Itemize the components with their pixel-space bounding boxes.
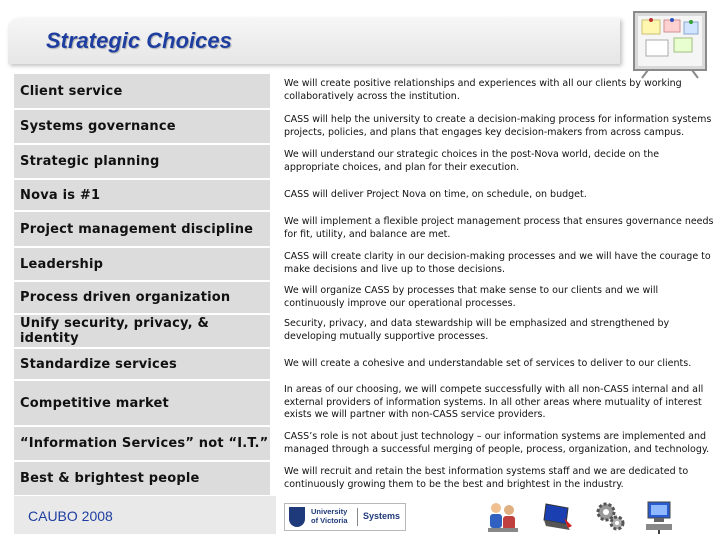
choice-description: We will organize CASS by processes that make sense to our clients and we will continuously improve our operational processes.: [270, 281, 716, 314]
laptop-icon: [540, 498, 574, 534]
choice-term: Nova is #1: [14, 179, 270, 211]
table-row: [14, 380, 716, 426]
choice-term: Project management discipline: [14, 211, 270, 247]
whiteboard-icon: [628, 8, 712, 80]
title-bar: [8, 18, 620, 64]
choice-term: Strategic planning: [14, 144, 270, 179]
strategic-choices-table: [14, 74, 716, 497]
table-row: [14, 144, 716, 179]
university-name-line1: University: [311, 507, 348, 516]
choice-description: In areas of our choosing, we will compete successfully with all non-CASS internal and all external providers of information systems. In all other areas where mutuality of interest exists we will partner with non-CASS service providers.: [270, 380, 716, 426]
table-row: [14, 109, 716, 144]
university-logo: [284, 503, 406, 531]
choice-description: Security, privacy, and data stewardship will be emphasized and strengthened by developing mutually supportive processes.: [270, 314, 716, 348]
choice-description: CASS will help the university to create a decision-making process for information systems projects, policies, and plans that engages key decision-makers from across campus.: [270, 109, 716, 144]
table-row: [14, 314, 716, 348]
slide-title: Strategic Choices: [46, 28, 232, 53]
university-name: [311, 507, 355, 525]
choice-term: Client service: [14, 74, 270, 109]
table-row: [14, 247, 716, 281]
choice-term: Leadership: [14, 247, 270, 281]
table-row: [14, 426, 716, 461]
network-computer-icon: [642, 498, 676, 534]
university-name-line2: of Victoria: [311, 516, 348, 525]
table-row: [14, 461, 716, 496]
logo-unit: Systems: [363, 511, 401, 521]
gears-icon: [594, 498, 628, 534]
footer-bar: [14, 496, 276, 534]
choice-description: We will recruit and retain the best information systems staff and we are dedicated to continuously growing them to be the best and brightest in the industry.: [270, 461, 716, 496]
footer-text: CAUBO 2008: [28, 508, 113, 524]
crest-icon: [289, 507, 305, 527]
choice-term: Standardize services: [14, 348, 270, 380]
table-row: [14, 211, 716, 247]
choice-description: CASS’s role is not about just technology – our information systems are implemented and managed through a successful merging of people, process, organization, and technology.: [270, 426, 716, 461]
choice-term: Competitive market: [14, 380, 270, 426]
logo-divider: [357, 508, 358, 526]
choice-description: We will implement a flexible project management process that ensures governance needs for fit, utility, and balance are met.: [270, 211, 716, 247]
choice-term: Best & brightest people: [14, 461, 270, 496]
people-icon: [486, 498, 520, 534]
choice-term: “Information Services” not “I.T.”: [14, 426, 270, 461]
table-row: [14, 179, 716, 211]
choice-term: Process driven organization: [14, 281, 270, 314]
table-row: [14, 348, 716, 380]
choice-term: Systems governance: [14, 109, 270, 144]
table-row: [14, 281, 716, 314]
choice-description: We will understand our strategic choices in the post-Nova world, decide on the appropriate choices, and plan for their execution.: [270, 144, 716, 179]
choice-term: Unify security, privacy, & identity: [14, 314, 270, 348]
choice-description: We will create a cohesive and understandable set of services to deliver to our clients.: [270, 348, 716, 380]
choice-description: CASS will deliver Project Nova on time, on schedule, on budget.: [270, 179, 716, 211]
table-row: [14, 74, 716, 109]
choice-description: We will create positive relationships and experiences with all our clients by working collaboratively across the institution.: [270, 74, 716, 109]
choice-description: CASS will create clarity in our decision-making processes and we will have the courage to make decisions and live up to those decisions.: [270, 247, 716, 281]
